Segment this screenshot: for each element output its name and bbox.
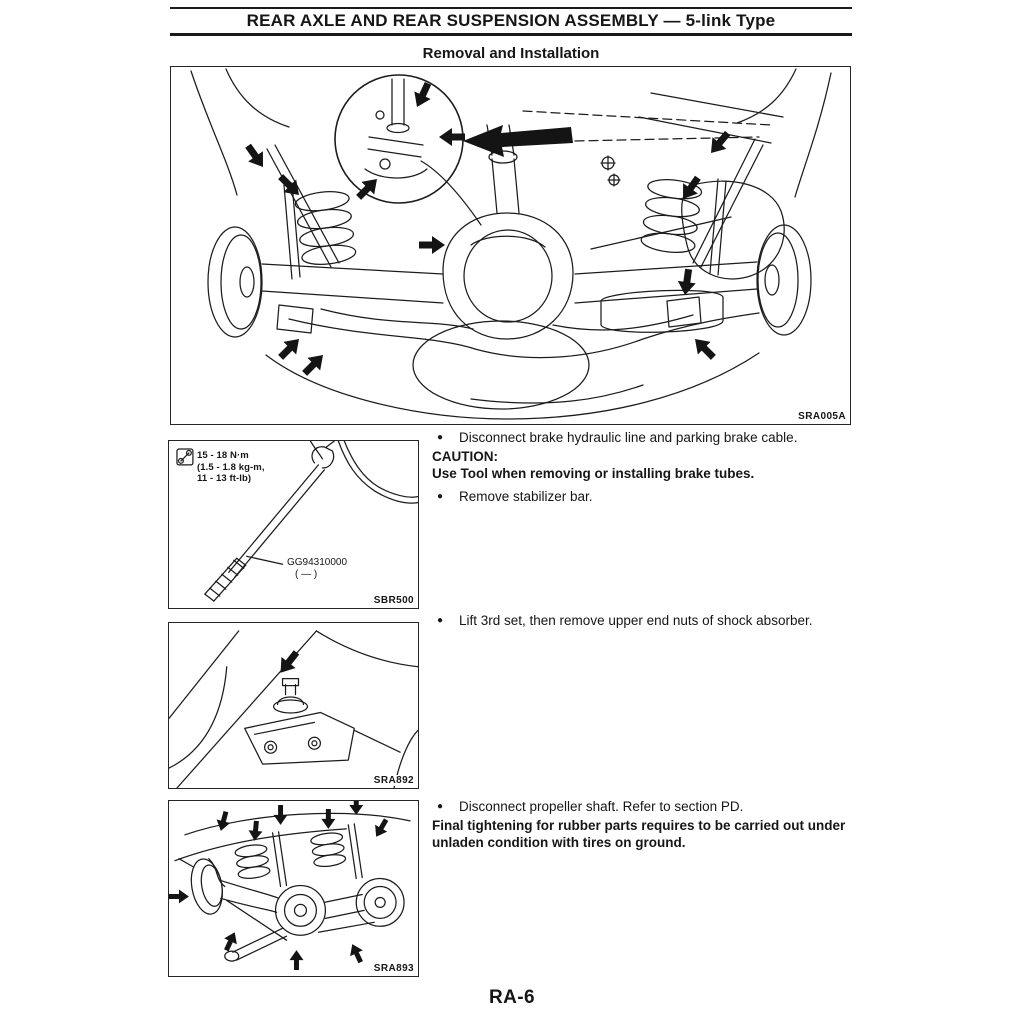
callout-arrow (419, 236, 445, 254)
instruction-text: Lift 3rd set, then remove upper end nuts of shock absorber. (459, 613, 813, 628)
page-number: RA-6 (489, 987, 535, 1008)
instruction-line (432, 612, 856, 629)
main-assembly-illustration (171, 67, 850, 424)
torque-wrench-icon (177, 449, 193, 465)
callout-arrow (321, 809, 335, 829)
bullet-icon: ● (437, 801, 444, 812)
axle-beams (179, 859, 364, 919)
torque-line-2: (1.5 - 1.8 kg-m, (197, 461, 265, 473)
frame-lines (175, 813, 410, 860)
left-wheel-drum (208, 227, 262, 337)
step-brake-lines (432, 429, 856, 505)
caution-text: Use Tool when removing or installing brake tubes. (432, 466, 755, 481)
figure-shock-upper-mount (168, 622, 419, 789)
lower-links (209, 859, 374, 941)
instruction-text: Remove stabilizer bar. (459, 489, 593, 504)
callout-arrow (439, 128, 465, 146)
callout-arrow (298, 349, 329, 380)
callout-arrow (290, 950, 304, 970)
instruction-line (432, 429, 856, 446)
coil-spring-left (294, 189, 356, 267)
stabilizer-bar (289, 313, 759, 358)
shock-mount-illustration (169, 623, 418, 788)
section-title: Removal and Installation (422, 45, 600, 62)
shock-upper-nut (274, 679, 308, 713)
torque-spec (197, 450, 265, 485)
torque-line-3: 11 - 13 ft-lb) (197, 473, 252, 484)
header-rule-thin (170, 7, 852, 9)
callout-arrow (689, 333, 720, 364)
part-leader-line (247, 556, 283, 564)
alignment-reference-marks (523, 111, 771, 186)
page-title: REAR AXLE AND REAR SUSPENSION ASSEMBLY — 5-link Type (246, 11, 776, 30)
right-brake-drum (356, 879, 404, 927)
figure-code-assembly: SRA893 (371, 963, 414, 974)
instruction-text: Disconnect brake hydraulic line and parking brake cable. (459, 430, 798, 445)
callout-arrow (676, 268, 697, 296)
callout-arrow (346, 941, 367, 965)
bullet-icon: ● (437, 432, 444, 443)
callout-arrow (370, 816, 392, 840)
step-shock-absorber (432, 612, 856, 629)
axle-assembly-illustration (169, 801, 418, 976)
figure-axle-assembly-rubber-parts (168, 800, 419, 977)
callout-arrow (349, 801, 363, 815)
left-brake-drum (187, 857, 226, 917)
coil-spring-right-small (310, 831, 346, 868)
right-wheel-drum (757, 225, 811, 335)
big-direction-arrow (463, 125, 573, 157)
spare-tire-well (266, 321, 759, 419)
part-number-text: GG94310000 (287, 557, 348, 568)
differential-small (276, 886, 326, 936)
brake-tube (310, 441, 418, 503)
step-propeller-shaft (432, 798, 856, 851)
figure-rear-axle-underbody (170, 66, 851, 425)
shock-absorber-right (710, 179, 726, 275)
instruction-line (432, 488, 856, 505)
mount-bracket (245, 712, 355, 764)
part-number-note: ( — ) (295, 569, 318, 580)
bullet-icon: ● (437, 491, 444, 502)
header-rule-thick (170, 33, 852, 36)
callout-arrow (241, 141, 271, 173)
figure-brake-tube-tool (168, 440, 419, 609)
tool-part-number (287, 557, 347, 581)
instruction-line (432, 798, 856, 815)
shock-absorber-left (284, 183, 300, 279)
figure-code-tool: SBR500 (371, 595, 414, 606)
parking-brake-cable (321, 161, 693, 330)
callout-arrow (274, 333, 305, 364)
torque-line-1: 15 - 18 N·m (197, 450, 249, 461)
note-text: Final tightening for rubber parts requires to be carried out under unladen condition with tires on ground. (432, 818, 846, 850)
figure-code-shock: SRA892 (371, 775, 414, 786)
coil-spring-left-small (234, 843, 270, 880)
callout-arrow (274, 170, 305, 201)
fuel-tank (682, 181, 784, 279)
callout-arrow (704, 127, 735, 158)
caution-label: CAUTION: (432, 449, 498, 464)
bullet-icon: ● (437, 615, 444, 626)
instruction-text: Disconnect propeller shaft. Refer to section PD. (459, 799, 744, 814)
callout-arrow (169, 889, 189, 903)
figure-code-main: SRA005A (795, 411, 846, 422)
differential (443, 125, 573, 339)
callout-arrow (214, 810, 233, 833)
callout-arrow (274, 805, 288, 825)
